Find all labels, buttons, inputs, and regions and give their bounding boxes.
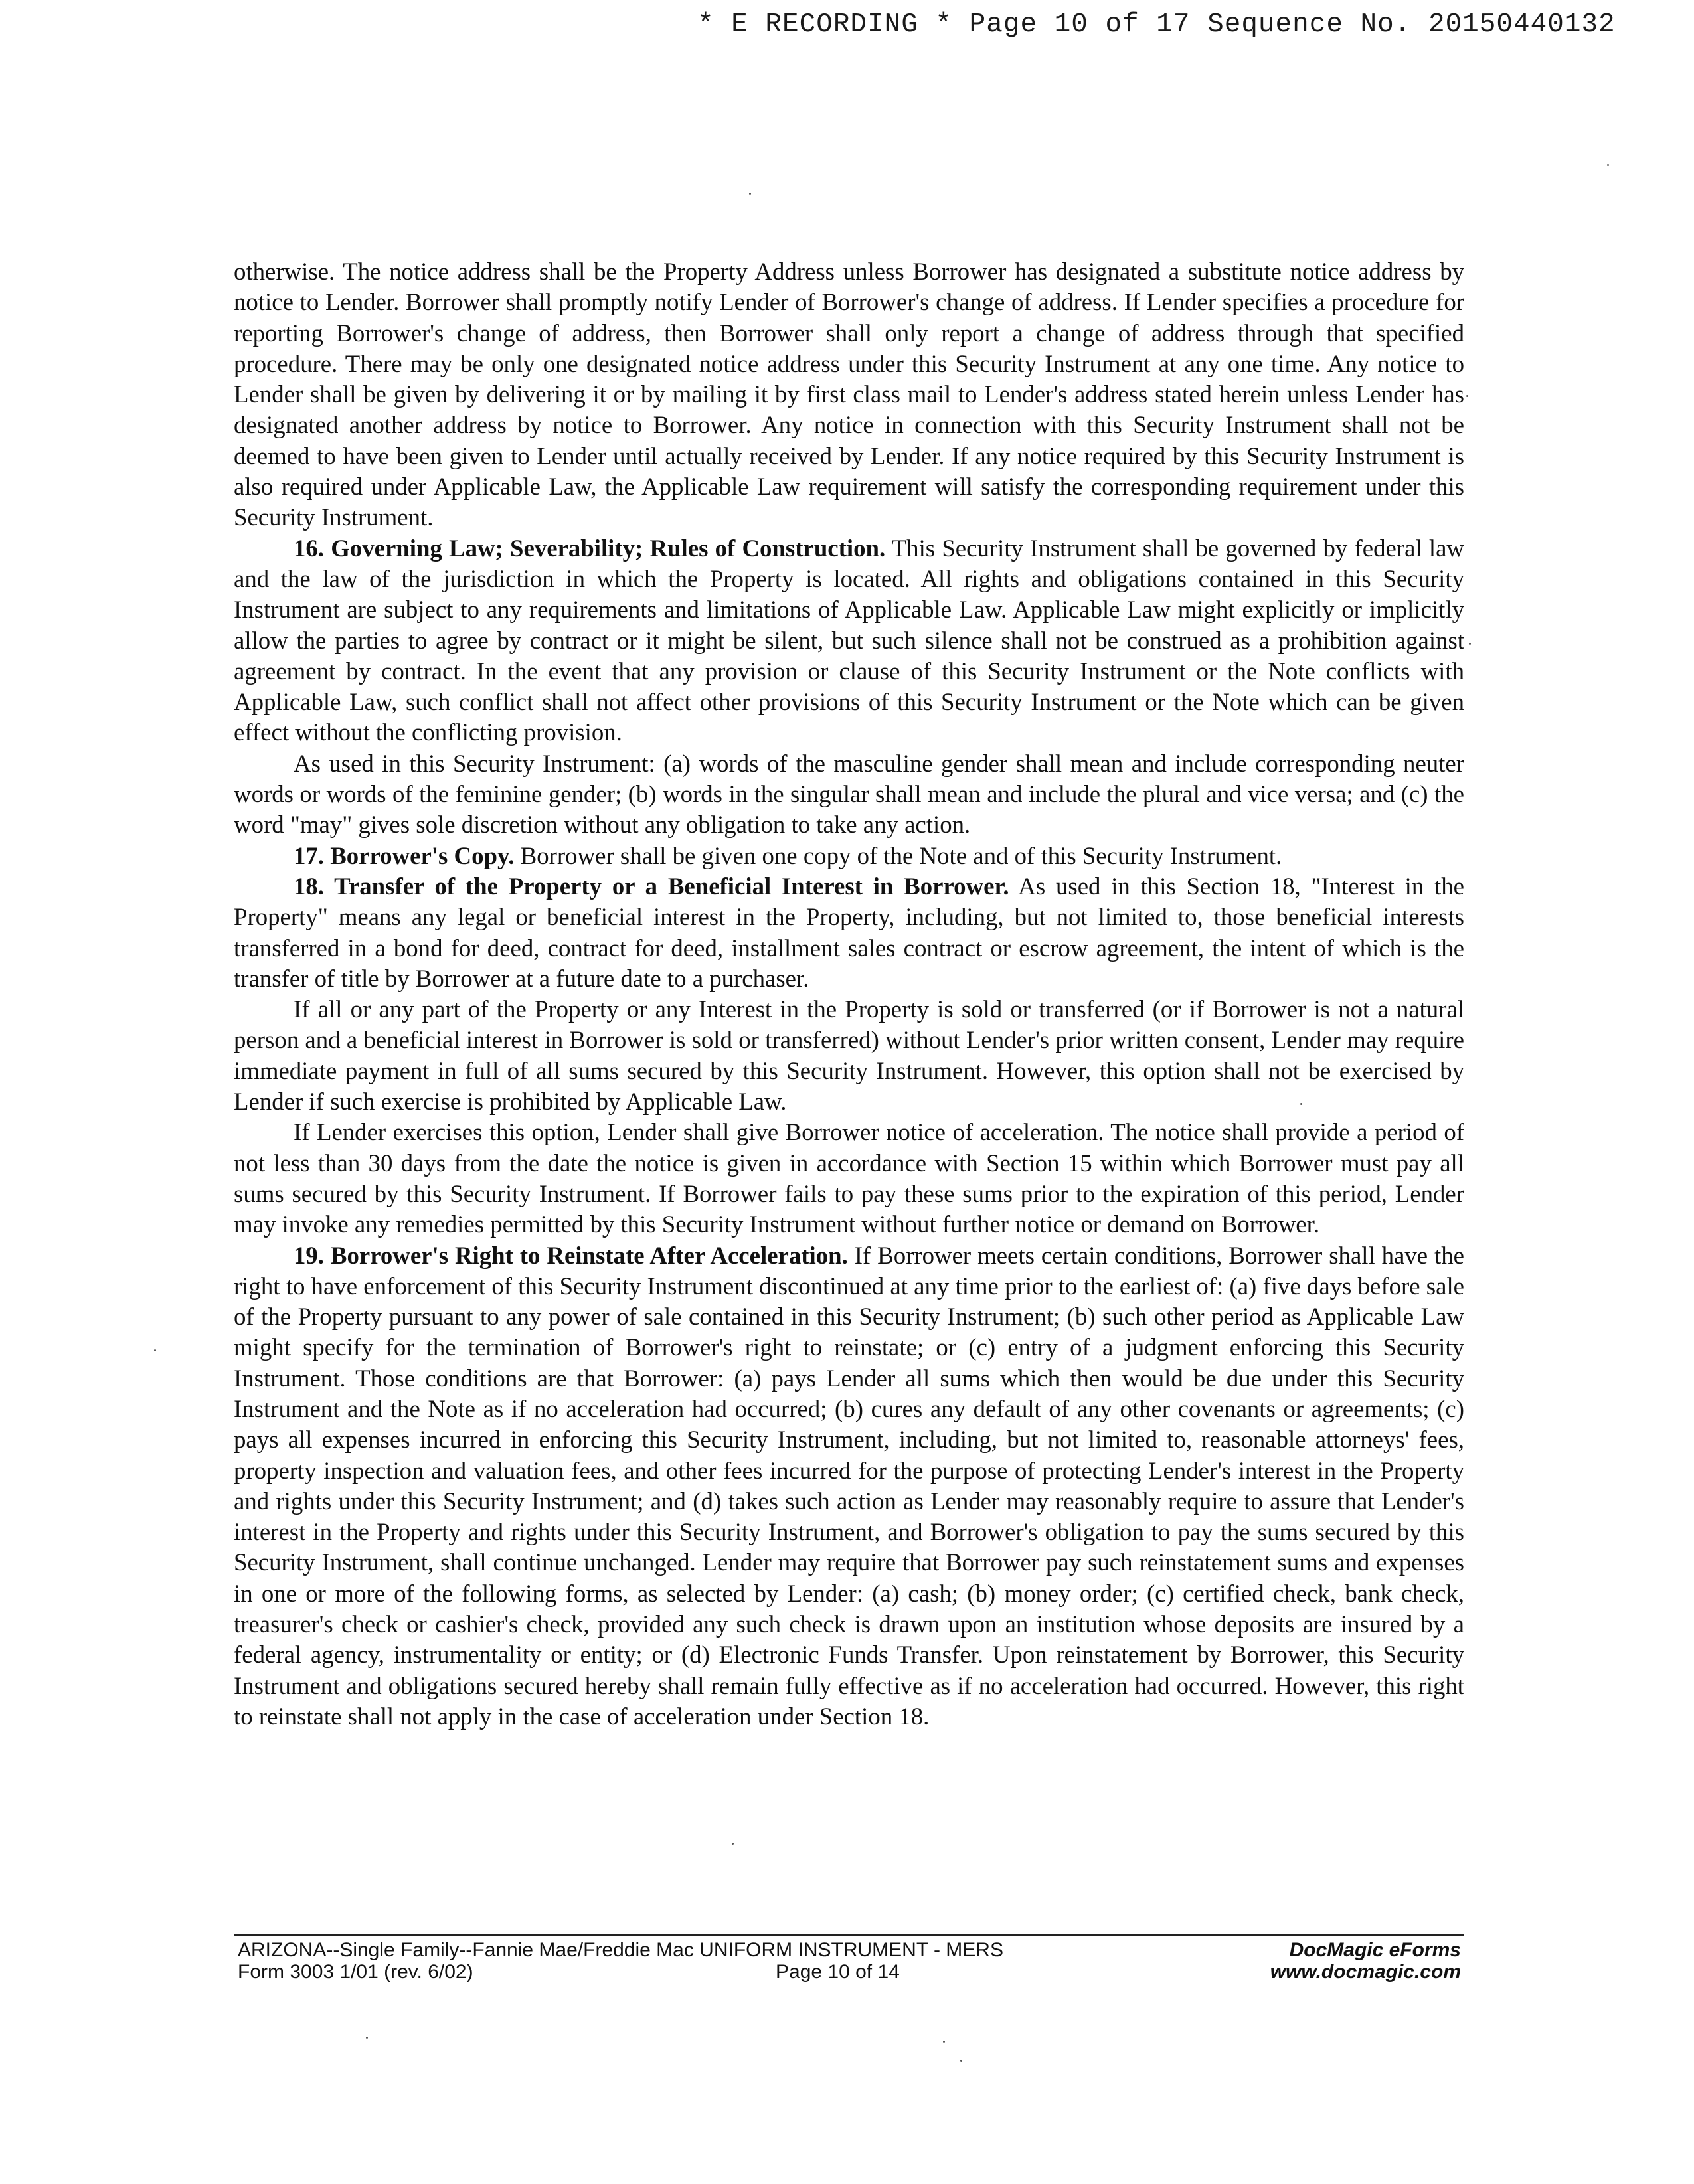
paragraph-text: If all or any part of the Property or any Interest in the Property is sold or transferred (or if Borrower is not a natural person and a beneficial interest in Borrower is sold or transferred) without Lender's prior written consent, Lender may require immediate payment in full of all sums secured by this Security Instrument. However, this option shall not be exercised by Lender if such exercise is prohibited by Applicable Law. <box>234 995 1464 1116</box>
document-body <box>234 256 1464 1732</box>
paragraph-construction-rules <box>234 748 1464 841</box>
section-19-reinstate <box>234 1240 1464 1732</box>
paragraph-text: If Lender exercises this option, Lender shall give Borrower notice of acceleration. The notice shall provide a period of not less than 30 days from the date the notice is given in accordance with Section 15 within which Borrower must pay all sums secured by this Security Instrument. If Borrower fails to pay these sums prior to the expiration of this period, Lender may invoke any remedies permitted by this Security Instrument without further notice or demand on Borrower. <box>234 1118 1464 1238</box>
recording-header: * E RECORDING * Page 10 of 17 Sequence No. 20150440132 <box>697 9 1616 40</box>
footer-page-number: Page 10 of 14 <box>776 1961 900 1983</box>
paragraph-acceleration-notice <box>234 1117 1464 1240</box>
footer-divider <box>234 1934 1464 1936</box>
scan-speck <box>732 1843 734 1845</box>
section-17-borrowers-copy <box>234 841 1464 871</box>
scan-speck <box>154 1349 156 1351</box>
scan-speck <box>749 193 751 195</box>
footer-form-number: Form 3003 1/01 (rev. 6/02) <box>238 1961 473 1983</box>
footer-form-title: ARIZONA--Single Family--Fannie Mae/Freddie Mac UNIFORM INSTRUMENT - MERS <box>238 1939 1003 1961</box>
section-16-governing-law <box>234 533 1464 748</box>
section-heading: 16. Governing Law; Severability; Rules of Construction. <box>294 534 886 562</box>
scan-speck <box>1466 395 1468 397</box>
scan-speck <box>943 2041 945 2043</box>
paragraph-text: This Security Instrument shall be governed by federal law and the law of the jurisdiction in which the Property is located. All rights and obligations contained in this Security Instrument are subject to any requirements and limitations of Applicable Law. Applicable Law might explicitly or implicitly allow the parties to agree by contract or it might be silent, but such silence shall not be construed as a prohibition against agreement by contract. In the event that any provision or clause of this Security Instrument or the Note conflicts with Applicable Law, such conflict shall not affect other provisions of this Security Instrument or the Note which can be given effect without the conflicting provision. <box>234 534 1464 746</box>
paragraph-text: If Borrower meets certain conditions, Borrower shall have the right to have enforcement of this Security Instrument discontinued at any time prior to the earliest of: (a) five days before sale of the Property pursuant to any power of sale contained in this Security Instrument; (b) such other period as Applicable Law might specify for the termination of Borrower's right to reinstate; or (c) entry of a judgment enforcing this Security Instrument. Those conditions are that Borrower: (a) pays Lender all sums which then would be due under this Security Instrument and the Note as if no acceleration had occurred; (b) cures any default of any other covenants or agreements; (c) pays all expenses incurred in enforcing this Security Instrument, including, but not limited to, reasonable attorneys' fees, property inspection and valuation fees, and other fees incurred for the purpose of protecting Lender's interest in the Property and rights under this Security Instrument; and (d) takes such action as Lender may reasonably require to assure that Lender's interest in the Property and rights under this Security Instrument, and Borrower's obligation to pay the sums secured by this Security Instrument, shall continue unchanged. Lender may require that Borrower pay such reinstatement sums and expenses in one or more of the following forms, as selected by Lender: (a) cash; (b) money order; (c) certified check, bank check, treasurer's check or cashier's check, provided any such check is drawn upon an institution whose deposits are insured by a federal agency, instrumentality or entity; or (d) Electronic Funds Transfer. Upon reinstatement by Borrower, this Security Instrument and obligations secured hereby shall remain fully effective as if no acceleration had occurred. However, this right to reinstate shall not apply in the case of acceleration under Section 18. <box>234 1241 1464 1730</box>
scan-speck <box>960 2060 962 2062</box>
paragraph-text: otherwise. The notice address shall be the Property Address unless Borrower has designated a substitute notice address by notice to Lender. Borrower shall promptly notify Lender of Borrower's change of address. If Lender specifies a procedure for reporting Borrower's change of address, then Borrower shall only report a change of address through that specified procedure. There may be only one designated notice address under this Security Instrument at any one time. Any notice to Lender shall be given by delivering it or by mailing it by first class mail to Lender's address stated herein unless Lender has designated another address by notice to Borrower. Any notice in connection with this Security Instrument shall not be deemed to have been given to Lender until actually received by Lender. If any notice required by this Security Instrument is also required under Applicable Law, the Applicable Law requirement will satisfy the corresponding requirement under this Security Instrument. <box>234 258 1464 531</box>
section-18-transfer <box>234 871 1464 994</box>
footer-brand-logo: DocMagic eForms <box>1289 1939 1461 1961</box>
paragraph-text: As used in this Security Instrument: (a) words of the masculine gender shall mean and include corresponding neuter words or words of the feminine gender; (b) words in the singular shall mean and include the plural and vice versa; and (c) the word "may" gives sole discretion without any obligation to take any action. <box>234 749 1464 839</box>
section-heading: 17. Borrower's Copy. <box>294 841 515 869</box>
paragraph-text: As used in this Section 18, "Interest in the Property" means any legal or beneficial interest in the Property, including, but not limited to, those beneficial interests transferred in a bond for deed, contract for deed, installment sales contract or escrow agreement, the intent of which is the transfer of title by Borrower at a future date to a purchaser. <box>234 872 1464 992</box>
paragraph-text: Borrower shall be given one copy of the Note and of this Security Instrument. <box>514 841 1282 869</box>
scan-speck <box>1607 164 1609 166</box>
section-heading: 18. Transfer of the Property or a Beneficial Interest in Borrower. <box>294 872 1009 900</box>
scan-speck <box>366 2037 368 2039</box>
paragraph-transfer-consent <box>234 994 1464 1117</box>
scan-speck <box>1469 643 1471 645</box>
footer-brand-block <box>1189 1939 1461 1983</box>
scan-speck <box>1300 1103 1302 1105</box>
paragraph-notice-continued <box>234 256 1464 533</box>
section-heading: 19. Borrower's Right to Reinstate After Acceleration. <box>294 1241 848 1269</box>
footer-website: www.docmagic.com <box>1270 1961 1461 1983</box>
